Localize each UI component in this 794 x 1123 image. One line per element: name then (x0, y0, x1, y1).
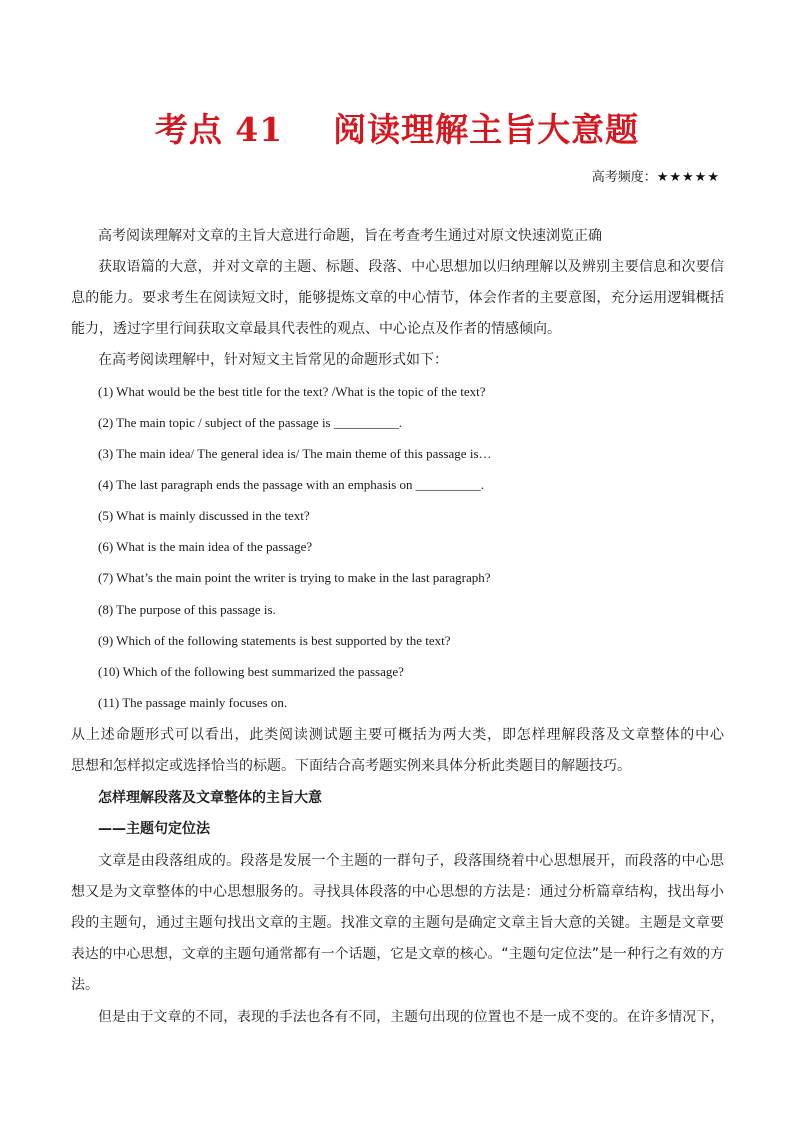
question-form: (10) Which of the following best summarized the passage? (98, 664, 404, 679)
page-title: 考点 41 阅读理解主旨大意题 (154, 110, 640, 149)
paragraph4-line: 但是由于文章的不同，表现的手法也各有不同，主题句出现的位置也不是一成不变的。在许多情况下， (98, 1009, 724, 1025)
question-form: (3) The main idea/ The general idea is/ The main theme of this passage is… (98, 446, 492, 461)
paragraph3-line: 法。 (71, 977, 99, 993)
paragraph2-line: 从上述命题形式可以看出，此类阅读测试题主要可概括为两大类，即怎样理解段落及文章整体的中心 (71, 727, 724, 743)
paragraph1-line: 息的能力。要求考生在阅读短文时，能够提炼文章的中心情节，体会作者的主要意图，充分运用逻辑概括 (71, 290, 724, 306)
question-form: (11) The passage mainly focuses on. (98, 695, 288, 710)
question-form: (1) What would be the best title for the text? /What is the topic of the text? (98, 384, 486, 399)
paragraph3-line: 想又是为文章整体的中心思想服务的。寻找具体段落的中心思想的方法是：通过分析篇章结构，找出每小 (71, 884, 724, 900)
paragraph1-line: 获取语篇的大意，并对文章的主题、标题、段落、中心思想加以归纳理解以及辨别主要信息和次要信 (98, 259, 724, 275)
question-form: (9) Which of the following statements is best supported by the text? (98, 633, 451, 648)
paragraph3-line: 文章是由段落组成的。段落是发展一个主题的一群句子，段落围绕着中心思想展开，而段落的中心思 (98, 853, 724, 869)
section-subheading: ——主题句定位法 (98, 821, 210, 837)
question-form: (4) The last paragraph ends the passage with an emphasis on __________. (98, 477, 485, 492)
question-form: (2) The main topic / subject of the passage is __________. (98, 415, 403, 430)
question-form: (7) What’s the main point the writer is trying to make in the last paragraph? (98, 570, 491, 585)
frequency-label: 高考频度： (591, 170, 657, 185)
exam-frequency (592, 166, 720, 185)
frequency-stars-icon: ★★★★★ (656, 170, 720, 185)
paragraph1-line: 高考阅读理解对文章的主旨大意进行命题，旨在考查考生通过对原文快速浏览正确 (98, 228, 602, 244)
paragraph2-line: 思想和怎样拟定或选择恰当的标题。下面结合高考题实例来具体分析此类题目的解题技巧。 (71, 758, 631, 774)
section-heading: 怎样理解段落及文章整体的主旨大意 (98, 790, 322, 806)
question-form: (8) The purpose of this passage is. (98, 602, 276, 617)
question-form: (5) What is mainly discussed in the text? (98, 508, 310, 523)
paragraph1-line: 能力，透过字里行间获取文章最具代表性的观点、中心论点及作者的情感倾向。 (71, 321, 561, 337)
paragraph3-line: 表达的中心思想，文章的主题句通常都有一个话题，它是文章的核心。“主题句定位法”是一种行之有效的方 (71, 946, 724, 962)
intro-forms: 在高考阅读理解中，针对短文主旨常见的命题形式如下： (98, 352, 448, 368)
paragraph3-line: 段的主题句，通过主题句找出文章的主题。找准文章的主题句是确定文章主旨大意的关键。主题是文章要 (71, 915, 724, 931)
question-form: (6) What is the main idea of the passage? (98, 539, 313, 554)
